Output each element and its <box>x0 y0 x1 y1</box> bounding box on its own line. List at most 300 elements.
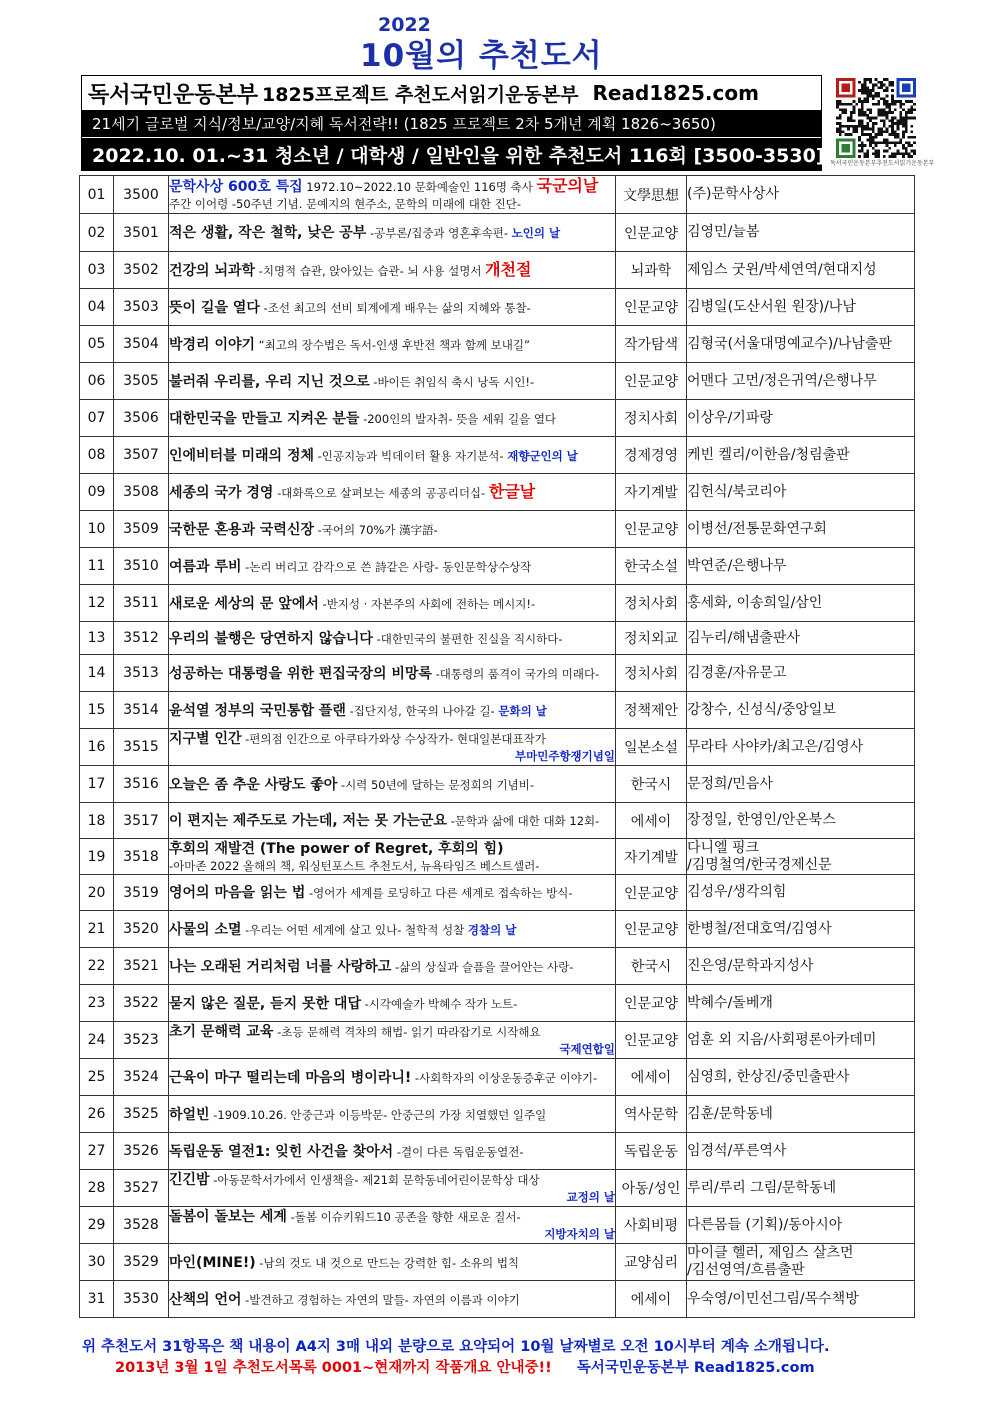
book-title[interactable]: 성공하는 대통령을 위한 편집국장의 비망록 <box>169 665 432 682</box>
book-title[interactable]: 대한민국을 만들고 지켜온 분들 <box>169 410 360 427</box>
table-row <box>80 511 915 548</box>
description-text: -초등 문해력 격차의 해법- 읽기 따라잡기로 시작해요 <box>273 1025 541 1039</box>
book-author: 김영민/늘봄 <box>687 214 915 252</box>
table-row <box>80 363 915 400</box>
book-author: 박연준/은행나무 <box>687 548 915 585</box>
description-line <box>169 958 615 975</box>
book-code: 3515 <box>114 729 169 766</box>
description-text: -조선 최고의 선비 퇴계에게 배우는 삶의 지혜와 통찰- <box>259 300 531 315</box>
book-description <box>169 1133 616 1170</box>
table-row <box>80 1244 915 1281</box>
book-category: 인문교양 <box>616 1022 687 1059</box>
row-number: 14 <box>80 655 114 692</box>
book-category: 인문교양 <box>616 985 687 1022</box>
book-description <box>169 289 616 326</box>
description-text: -돌봄 이슈키워드10 공존을 향한 새로운 질서- <box>286 1210 521 1224</box>
book-author: 우숙영/이민선그림/목수책방 <box>687 1281 915 1318</box>
book-author: 이상우/기파랑 <box>687 400 915 437</box>
book-title[interactable]: 새로운 세상의 문 앞에서 <box>169 595 319 612</box>
description-line <box>169 299 615 316</box>
table-row <box>80 1207 915 1244</box>
book-category: 정치사회 <box>616 655 687 692</box>
row-number: 30 <box>80 1244 114 1281</box>
description-text: -집단지성, 한국의 나아갈 길- <box>345 703 499 718</box>
footer-archive-note: 2013년 3월 1일 추천도서목록 0001~현재까지 작품개요 안내중!! <box>115 1360 552 1376</box>
book-author: 마이클 헬러, 제임스 살츠먼 /김선영역/흐름출판 <box>687 1244 915 1281</box>
book-code: 3500 <box>114 176 169 214</box>
description-text: 주간 이어령 -50주년 기념. 문예지의 현주소, 문학의 미래에 대한 진단- <box>169 196 521 211</box>
book-description <box>169 363 616 400</box>
book-title[interactable]: 건강의 뇌과학 <box>169 262 256 279</box>
book-code: 3505 <box>114 363 169 400</box>
table-row <box>80 437 915 474</box>
book-author: 다니엘 핑크 /김명철역/한국경제신문 <box>687 839 915 875</box>
book-author: 임경석/푸른역사 <box>687 1133 915 1170</box>
book-category: 일본소설 <box>616 729 687 766</box>
book-description <box>169 911 616 948</box>
row-number: 18 <box>80 803 114 839</box>
row-number: 11 <box>80 548 114 585</box>
book-category: 인문교양 <box>616 875 687 911</box>
book-code: 3527 <box>114 1170 169 1207</box>
book-code: 3530 <box>114 1281 169 1318</box>
description-text: 문화의 날 <box>498 703 547 718</box>
table-row <box>80 985 915 1022</box>
description-line <box>169 1225 615 1242</box>
row-number: 03 <box>80 252 114 289</box>
book-title[interactable]: 여름과 루비 <box>169 558 242 575</box>
description-line <box>169 336 615 353</box>
description-line <box>169 224 615 241</box>
book-description <box>169 948 616 985</box>
row-number: 26 <box>80 1096 114 1133</box>
book-title[interactable]: 후회의 재발견 (The power of Regret, 후회의 힘) <box>169 840 504 857</box>
book-code: 3516 <box>114 766 169 803</box>
table-row <box>80 585 915 622</box>
description-line <box>169 558 615 575</box>
book-author: 김훈/문학동네 <box>687 1096 915 1133</box>
book-category: 에세이 <box>616 803 687 839</box>
row-number: 16 <box>80 729 114 766</box>
description-line <box>169 812 615 829</box>
row-number: 19 <box>80 839 114 875</box>
table-row <box>80 948 915 985</box>
table-row <box>80 766 915 803</box>
table-row <box>80 1170 915 1207</box>
description-line <box>169 630 615 647</box>
book-code: 3518 <box>114 839 169 875</box>
book-category: 인문교양 <box>616 363 687 400</box>
description-line <box>169 1106 615 1123</box>
description-line <box>169 259 615 279</box>
book-category: 아동/성인 <box>616 1170 687 1207</box>
description-line <box>169 1188 615 1205</box>
book-code: 3523 <box>114 1022 169 1059</box>
book-author: 어맨다 고먼/정은귀역/은행나무 <box>687 363 915 400</box>
description-text: 교정의 날 <box>566 1190 615 1204</box>
table-row <box>80 729 915 766</box>
book-category: 사회비평 <box>616 1207 687 1244</box>
row-number: 05 <box>80 326 114 363</box>
description-line <box>169 840 615 857</box>
description-line <box>169 447 615 464</box>
book-code: 3525 <box>114 1096 169 1133</box>
description-line <box>169 884 615 901</box>
book-code: 3522 <box>114 985 169 1022</box>
book-code: 3520 <box>114 911 169 948</box>
book-category: 인문교양 <box>616 911 687 948</box>
book-category: 역사문학 <box>616 1096 687 1133</box>
table-row <box>80 875 915 911</box>
description-text: 개천절 <box>485 259 532 279</box>
description-text: -문학과 삶에 대한 대화 12회- <box>447 814 600 828</box>
book-title[interactable]: 윤석열 정부의 국민통합 플랜 <box>169 702 346 719</box>
table-row <box>80 400 915 437</box>
description-line <box>169 776 615 793</box>
description-text: -논리 버리고 감각으로 쓴 詩같은 사랑- 동인문학상수상작 <box>241 559 532 574</box>
book-author: 한병철/전대호역/김영사 <box>687 911 915 948</box>
description-line <box>169 1291 615 1308</box>
book-code: 3524 <box>114 1059 169 1096</box>
book-title[interactable]: 인에비터블 미래의 정체 <box>169 447 314 464</box>
book-author: 무라타 사야카/최고은/김영사 <box>687 729 915 766</box>
description-line <box>169 665 615 682</box>
book-title[interactable]: 묻지 않은 질문, 듣지 못한 대답 <box>169 995 361 1012</box>
book-code: 3519 <box>114 875 169 911</box>
description-text: -1909.10.26. 안중근과 이등박문- 안중근의 가장 치열했던 일주일 <box>209 1107 547 1122</box>
book-author: 진은영/문학과지성사 <box>687 948 915 985</box>
description-text: -남의 것도 내 것으로 만드는 강력한 힘- 소유의 법칙 <box>255 1255 520 1270</box>
row-number: 12 <box>80 585 114 622</box>
org-name: 독서국민운동본부 <box>88 82 259 108</box>
description-line <box>169 521 615 538</box>
row-number: 06 <box>80 363 114 400</box>
book-category: 에세이 <box>616 1281 687 1318</box>
qr-caption: 독서국민운동본부추천도서읽기운동본부 <box>830 160 935 167</box>
book-author: 엄훈 외 지음/사회평론아카데미 <box>687 1022 915 1059</box>
book-description <box>169 655 616 692</box>
book-author: 홍세화, 이송희일/삼인 <box>687 585 915 622</box>
book-title[interactable]: 영어의 마음을 읽는 법 <box>169 885 306 901</box>
page-title: 10월의 추천도서 <box>360 38 603 74</box>
description-text: -시각예술가 박혜수 작가 노트- <box>360 996 518 1011</box>
row-number: 04 <box>80 289 114 326</box>
table-row <box>80 692 915 729</box>
book-title[interactable]: 뜻이 길을 열다 <box>169 299 260 316</box>
table-row <box>80 474 915 511</box>
description-text: -삶의 상실과 슬픔을 끌어안는 사랑- <box>391 959 574 974</box>
book-code: 3507 <box>114 437 169 474</box>
table-row <box>80 655 915 692</box>
description-line <box>169 1143 615 1160</box>
description-line <box>169 747 615 764</box>
book-category: 교양심리 <box>616 1244 687 1281</box>
qr-code-icon[interactable] <box>836 78 916 158</box>
book-author: 이병선/전통문화연구회 <box>687 511 915 548</box>
description-line <box>169 995 615 1012</box>
book-category: 인문교양 <box>616 214 687 252</box>
book-category: 정치사회 <box>616 400 687 437</box>
table-row <box>80 1133 915 1170</box>
book-description <box>169 1096 616 1133</box>
table-row <box>80 803 915 839</box>
book-author: 제임스 굿윈/박세연역/현대지성 <box>687 252 915 289</box>
description-text: -바이든 취임식 축시 낭독 시인!- <box>369 374 535 389</box>
book-author: 김헌식/북코리아 <box>687 474 915 511</box>
description-text: -우리는 어떤 세계에 살고 있나- 철학적 성찰 <box>241 922 468 937</box>
book-description <box>169 839 616 875</box>
description-text: -공부론/집중과 영혼후속편- <box>366 226 512 240</box>
book-author: 김경훈/자유문고 <box>687 655 915 692</box>
book-category: 작가탐색 <box>616 326 687 363</box>
book-description <box>169 252 616 289</box>
description-line <box>169 195 615 212</box>
book-author: 김형국(서울대명예교수)/나남출판 <box>687 326 915 363</box>
description-text: 1972.10~2022.10 문화예술인 116명 축사 <box>302 179 537 194</box>
row-number: 27 <box>80 1133 114 1170</box>
footer-site[interactable]: 독서국민운동본부 Read1825.com <box>576 1360 815 1376</box>
row-number: 13 <box>80 622 114 655</box>
table-row <box>80 548 915 585</box>
row-number: 02 <box>80 214 114 252</box>
description-line <box>169 1069 615 1086</box>
book-description <box>169 1207 616 1244</box>
description-text: -발견하고 경험하는 자연의 말들- 자연의 이름과 이야기 <box>241 1292 520 1307</box>
book-category: 에세이 <box>616 1059 687 1096</box>
book-category: 정치사회 <box>616 585 687 622</box>
book-code: 3526 <box>114 1133 169 1170</box>
book-category: 인문교양 <box>616 289 687 326</box>
book-code: 3501 <box>114 214 169 252</box>
book-code: 3529 <box>114 1244 169 1281</box>
book-title[interactable]: 국한문 혼용과 국력신장 <box>169 521 314 538</box>
book-title[interactable]: 마인(MINE!) <box>169 1254 256 1271</box>
row-number: 23 <box>80 985 114 1022</box>
description-text: 지방자치의 날 <box>544 1227 615 1241</box>
table-row <box>80 214 915 252</box>
book-code: 3521 <box>114 948 169 985</box>
description-line <box>169 1040 615 1057</box>
description-line <box>169 702 615 719</box>
banner-line-2: 21세기 글로벌 지식/정보/교양/지혜 독서전략!! (1825 프로젝트 2차 5개년 계획 1826~3650) <box>82 110 821 137</box>
description-line <box>169 730 615 747</box>
book-category: 정책제안 <box>616 692 687 729</box>
site-link[interactable]: Read1825.com <box>592 81 759 105</box>
table-row <box>80 176 915 214</box>
book-title[interactable]: 우리의 불행은 당연하지 않습니다 <box>169 630 373 647</box>
book-category: 한국소설 <box>616 548 687 585</box>
row-number: 28 <box>80 1170 114 1207</box>
description-line <box>169 481 615 501</box>
book-description <box>169 875 616 911</box>
table-row <box>80 252 915 289</box>
row-number: 17 <box>80 766 114 803</box>
description-text: -대한민국의 불편한 진실을 직시하다- <box>372 631 563 646</box>
book-title[interactable]: 산책의 언어 <box>169 1291 242 1308</box>
banner-line-3: 2022.10. 01.~31 청소년 / 대학생 / 일반인을 위한 추천도서 116회 [3500-3530] <box>82 137 821 171</box>
book-description <box>169 729 616 766</box>
description-text: 경찰의 날 <box>467 922 517 937</box>
book-description <box>169 437 616 474</box>
book-category: 文學思想 <box>616 176 687 214</box>
description-line <box>169 595 615 612</box>
book-author: 장정일, 한영인/안온북스 <box>687 803 915 839</box>
book-description <box>169 622 616 655</box>
description-text: -200인의 발자취- 뜻을 세워 길을 열다 <box>359 411 557 426</box>
book-description <box>169 585 616 622</box>
book-description <box>169 1281 616 1318</box>
book-title[interactable]: 문학사상 600호 특집 <box>169 178 303 195</box>
table-row <box>80 1022 915 1059</box>
row-number: 24 <box>80 1022 114 1059</box>
book-author: 박혜수/돌베개 <box>687 985 915 1022</box>
description-text: -아마존 2022 올해의 책, 워싱턴포스트 추천도서, 뉴욕타임즈 베스트셀러- <box>169 858 540 873</box>
book-category: 독립운동 <box>616 1133 687 1170</box>
book-code: 3509 <box>114 511 169 548</box>
book-title[interactable]: 하얼빈 <box>169 1106 210 1123</box>
book-code: 3510 <box>114 548 169 585</box>
description-text: 재향군인의 날 <box>507 448 578 463</box>
book-title[interactable]: 적은 생활, 작은 철학, 낮은 공부 <box>169 225 367 241</box>
book-category: 자기계발 <box>616 474 687 511</box>
book-title[interactable]: 지구별 인간 <box>169 731 242 747</box>
description-text: -인공지능과 빅데이터 활용 자기분석- <box>314 448 508 463</box>
description-text: 한글날 <box>488 481 536 501</box>
book-description <box>169 326 616 363</box>
book-category: 경제경영 <box>616 437 687 474</box>
book-description <box>169 1170 616 1207</box>
description-text: -결이 다른 독립운동열전- <box>393 1144 524 1159</box>
book-code: 3508 <box>114 474 169 511</box>
book-title[interactable]: 초기 문해력 교육 <box>169 1024 274 1040</box>
row-number: 15 <box>80 692 114 729</box>
book-code: 3511 <box>114 585 169 622</box>
book-category: 뇌과학 <box>616 252 687 289</box>
row-number: 09 <box>80 474 114 511</box>
book-category: 정치외교 <box>616 622 687 655</box>
book-code: 3502 <box>114 252 169 289</box>
row-number: 07 <box>80 400 114 437</box>
description-text: -국어의 70%가 漢字語- <box>314 522 438 537</box>
book-title[interactable]: 박경리 이야기 <box>169 336 256 353</box>
table-row <box>80 911 915 948</box>
book-list-table <box>79 175 915 1318</box>
row-number: 08 <box>80 437 114 474</box>
book-author: 문정희/민음사 <box>687 766 915 803</box>
book-code: 3506 <box>114 400 169 437</box>
description-line <box>169 410 615 427</box>
description-line <box>169 1023 615 1040</box>
table-row <box>80 622 915 655</box>
book-author: 심영희, 한상진/중민출판사 <box>687 1059 915 1096</box>
row-number: 25 <box>80 1059 114 1096</box>
description-text: 노인의 날 <box>511 226 561 240</box>
year-label: 2022 <box>378 14 431 36</box>
book-title[interactable]: 독립운동 열전1: 잊힌 사건을 찾아서 <box>169 1143 394 1160</box>
book-title[interactable]: 불러줘 우리를, 우리 지닌 것으로 <box>169 373 370 390</box>
book-description <box>169 400 616 437</box>
row-number: 20 <box>80 875 114 911</box>
book-category: 한국시 <box>616 948 687 985</box>
description-text: -아동문학서가에서 인생책을- 제21회 문학동네어린이문학상 대상 <box>209 1173 540 1187</box>
book-description <box>169 803 616 839</box>
book-description <box>169 1022 616 1059</box>
book-title[interactable]: 돌봄이 돌보는 세계 <box>169 1209 287 1225</box>
table-row <box>80 1096 915 1133</box>
description-text: 국제연합일 <box>559 1042 615 1056</box>
book-category: 한국시 <box>616 766 687 803</box>
description-line <box>169 1208 615 1225</box>
description-text: -치명적 습관, 앉아있는 습관- 뇌 사용 설명서 <box>255 263 486 278</box>
book-description <box>169 1059 616 1096</box>
table-row <box>80 289 915 326</box>
book-code: 3528 <box>114 1207 169 1244</box>
table-row <box>80 326 915 363</box>
book-title[interactable]: 긴긴밤 <box>169 1172 210 1188</box>
book-author: 다른몸들 (기획)/동아시아 <box>687 1207 915 1244</box>
book-title[interactable]: 이 편지는 제주도로 가는데, 저는 못 가는군요 <box>169 813 447 829</box>
description-text: -사회학자의 이상운동증후군 이야기- <box>411 1070 598 1085</box>
table-row <box>80 1281 915 1318</box>
description-line <box>169 1254 615 1271</box>
book-author: 케빈 켈리/이한음/청림출판 <box>687 437 915 474</box>
book-description <box>169 985 616 1022</box>
book-code: 3512 <box>114 622 169 655</box>
book-code: 3517 <box>114 803 169 839</box>
book-code: 3503 <box>114 289 169 326</box>
row-number: 01 <box>80 176 114 214</box>
book-title[interactable]: 사물의 소멸 <box>169 921 242 938</box>
book-title[interactable]: 나는 오래된 거리처럼 너를 사랑하고 <box>169 958 392 975</box>
description-text: -편의점 인간으로 아쿠타가와상 수상작가- 현대일본대표작가 <box>241 732 546 746</box>
row-number: 31 <box>80 1281 114 1318</box>
footer-note: 위 추천도서 31항목은 책 내용이 A4지 3매 내외 분량으로 요약되어 10월 날짜별로 오전 10시부터 계속 소개됩니다. <box>82 1339 830 1355</box>
description-line <box>169 921 615 938</box>
book-author: 김누리/해냄출판사 <box>687 622 915 655</box>
project-name: 1825프로젝트 추천도서읽기운동본부 <box>262 83 579 106</box>
book-description <box>169 692 616 729</box>
description-text: -영어가 세계를 로딩하고 다른 세계로 접속하는 방식- <box>305 886 573 900</box>
book-author: 루리/루리 그림/문학동네 <box>687 1170 915 1207</box>
description-text: “최고의 장수법은 독서-인생 후반전 책과 함께 보내길” <box>255 337 530 352</box>
book-author: (주)문학사상사 <box>687 176 915 214</box>
book-description <box>169 176 616 214</box>
book-code: 3513 <box>114 655 169 692</box>
row-number: 29 <box>80 1207 114 1244</box>
description-text: -반지성 · 자본주의 사회에 전하는 메시지!- <box>318 596 536 611</box>
book-description <box>169 511 616 548</box>
book-category: 자기계발 <box>616 839 687 875</box>
book-code: 3514 <box>114 692 169 729</box>
book-description <box>169 548 616 585</box>
table-row <box>80 839 915 875</box>
book-author: 김병일(도산서원 원장)/나남 <box>687 289 915 326</box>
book-title[interactable]: 세종의 국가 경영 <box>169 484 274 501</box>
row-number: 22 <box>80 948 114 985</box>
description-text: -시력 50년에 달하는 문정희의 기념비- <box>337 777 535 792</box>
description-text: -대화록으로 살펴보는 세종의 공공리더십- <box>273 485 489 500</box>
book-category: 인문교양 <box>616 511 687 548</box>
book-description <box>169 1244 616 1281</box>
description-text: 부마민주항쟁기념일 <box>515 749 615 763</box>
table-row <box>80 1059 915 1096</box>
book-title[interactable]: 오늘은 좀 추운 사랑도 좋아 <box>169 776 338 793</box>
book-title[interactable]: 근육이 마구 떨리는데 마음의 병이라니! <box>169 1069 412 1086</box>
description-line <box>169 175 615 195</box>
row-number: 21 <box>80 911 114 948</box>
banner <box>81 75 825 171</box>
book-code: 3504 <box>114 326 169 363</box>
